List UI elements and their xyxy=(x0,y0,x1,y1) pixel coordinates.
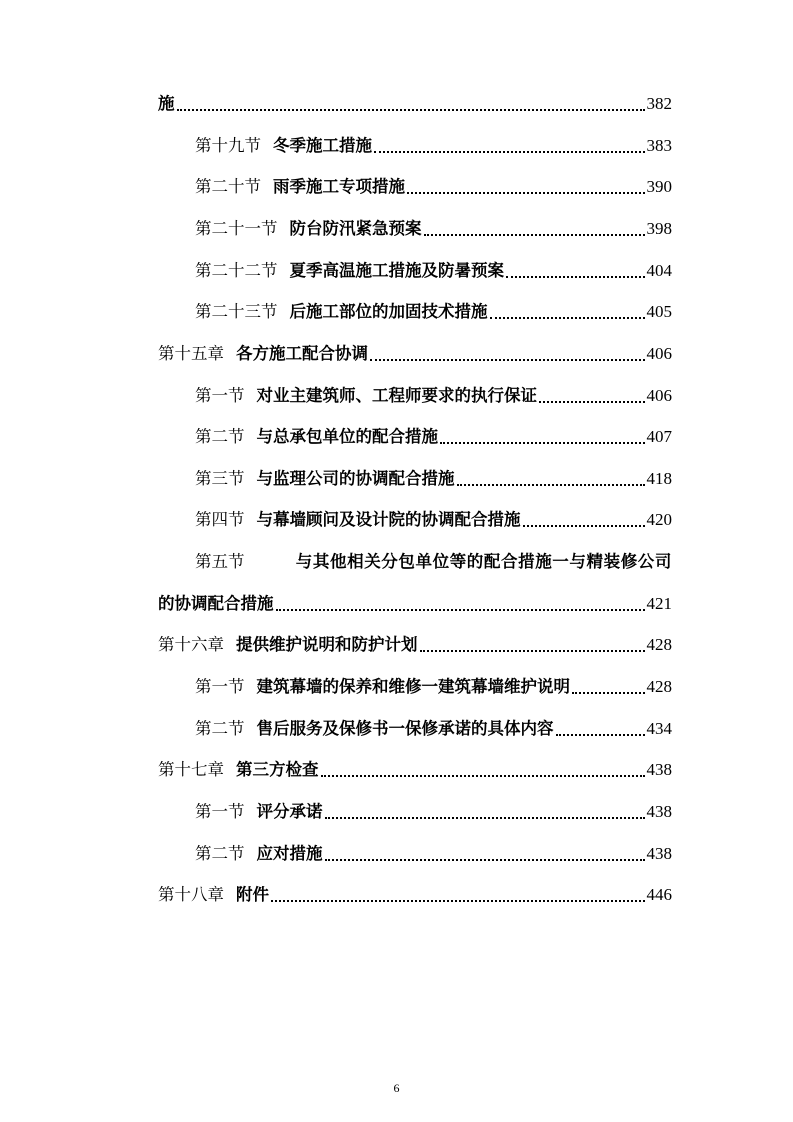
toc-entry-section[interactable] xyxy=(195,130,672,158)
toc-entry-title: 与监理公司的协调配合措施 xyxy=(256,469,455,488)
toc-entry-page: 383 xyxy=(646,136,672,155)
toc-entry-page: 418 xyxy=(646,469,672,488)
toc-entry-page: 420 xyxy=(646,510,672,529)
toc-entry-section[interactable] xyxy=(195,838,672,866)
dot-leader xyxy=(440,441,645,444)
dot-leader xyxy=(457,483,645,486)
dot-leader xyxy=(325,816,645,819)
toc-entry-page: 421 xyxy=(646,594,672,613)
toc-entry-number: 第十八章 xyxy=(158,885,224,904)
toc-entry-page: 406 xyxy=(646,344,672,363)
toc-entry-section[interactable] xyxy=(195,296,672,324)
toc-entry-chapter[interactable] xyxy=(158,879,672,907)
toc-entry-section[interactable] xyxy=(195,421,672,449)
dot-leader xyxy=(271,899,645,902)
page-number: 6 xyxy=(393,1081,400,1095)
toc-entry-title: 各方施工配合协调 xyxy=(236,344,368,363)
toc-entry-number: 第二十一节 xyxy=(195,219,278,238)
toc-entry-title: 应对措施 xyxy=(256,844,323,863)
toc-entry-number: 第一节 xyxy=(195,802,245,821)
toc-entry-page: 382 xyxy=(646,94,672,113)
toc-entry-continuation[interactable] xyxy=(158,588,672,616)
toc-entry-number: 第一节 xyxy=(195,386,245,405)
toc-entry-title: 防台防汛紧急预案 xyxy=(289,219,422,238)
dot-leader xyxy=(506,275,645,278)
toc-entry-title: 建筑幕墙的保养和维修一建筑幕墙维护说明 xyxy=(256,677,570,696)
dot-leader xyxy=(407,191,645,194)
dot-leader xyxy=(321,774,645,777)
toc-entry-page: 404 xyxy=(646,261,672,280)
toc-entry-page: 428 xyxy=(646,635,672,654)
dot-leader xyxy=(424,233,645,236)
toc-entry-section[interactable] xyxy=(195,213,672,241)
toc-entry-page: 405 xyxy=(646,302,672,321)
toc-entry-section[interactable] xyxy=(195,671,672,699)
dot-leader xyxy=(490,316,645,319)
toc-entry-page: 390 xyxy=(646,177,672,196)
toc-entry-page: 428 xyxy=(646,677,672,696)
toc-entry-section[interactable] xyxy=(195,380,672,408)
toc-entry-number: 第十六章 xyxy=(158,635,224,654)
toc-entry-page: 446 xyxy=(646,885,672,904)
toc-entry-page: 398 xyxy=(646,219,672,238)
toc-entry-title: 的协调配合措施 xyxy=(158,594,274,613)
toc-entry-number: 第三节 xyxy=(195,469,245,488)
toc-entry-title: 冬季施工措施 xyxy=(273,136,372,155)
toc-entry-title: 对业主建筑师、工程师要求的执行保证 xyxy=(256,386,537,405)
toc-entry-title: 第三方检查 xyxy=(236,760,319,779)
dot-leader xyxy=(325,858,645,861)
toc-entry-section[interactable] xyxy=(195,546,672,574)
toc-entry-number: 第二节 xyxy=(195,427,245,446)
toc-entry-continuation[interactable] xyxy=(158,88,672,116)
toc-entry-title: 附件 xyxy=(236,885,269,904)
toc-entry-title: 夏季高温施工措施及防暑预案 xyxy=(289,261,504,280)
toc-entry-number: 第二十三节 xyxy=(195,302,278,321)
toc-entry-title: 与幕墙顾问及设计院的协调配合措施 xyxy=(256,510,521,529)
toc-entry-number: 第五节 xyxy=(195,552,245,571)
dot-leader xyxy=(370,358,645,361)
toc-entry-section[interactable] xyxy=(195,171,672,199)
toc-entry-title: 雨季施工专项措施 xyxy=(273,177,405,196)
toc-entry-title: 提供维护说明和防护计划 xyxy=(236,635,418,654)
dot-leader xyxy=(177,108,645,111)
dot-leader xyxy=(420,649,645,652)
toc-entry-section[interactable] xyxy=(195,504,672,532)
toc-entry-number: 第二十二节 xyxy=(195,261,278,280)
toc-entry-title: 与其他相关分包单位等的配合措施一与精装修公司 xyxy=(295,552,672,571)
dot-leader xyxy=(572,691,645,694)
toc-entry-number: 第二十节 xyxy=(195,177,261,196)
toc-entry-page: 406 xyxy=(646,386,672,405)
toc-entry-section[interactable] xyxy=(195,713,672,741)
toc-entry-section[interactable] xyxy=(195,796,672,824)
dot-leader xyxy=(276,608,645,611)
toc-entry-page: 407 xyxy=(646,427,672,446)
toc-entry-section[interactable] xyxy=(195,463,672,491)
dot-leader xyxy=(556,733,645,736)
toc-entry-title: 售后服务及保修书一保修承诺的具体内容 xyxy=(256,719,554,738)
dot-leader xyxy=(523,524,645,527)
toc-entry-title: 后施工部位的加固技术措施 xyxy=(289,302,488,321)
toc-entry-page: 438 xyxy=(646,760,672,779)
toc-entry-title: 施 xyxy=(158,94,175,113)
toc-entry-page: 438 xyxy=(646,844,672,863)
toc-entry-number: 第四节 xyxy=(195,510,245,529)
toc-entry-number: 第十五章 xyxy=(158,344,224,363)
toc-entry-page: 434 xyxy=(646,719,672,738)
toc-entry-chapter[interactable] xyxy=(158,629,672,657)
toc-entry-title: 评分承诺 xyxy=(256,802,323,821)
toc-entry-chapter[interactable] xyxy=(158,338,672,366)
toc-entry-number: 第一节 xyxy=(195,677,245,696)
toc-entry-section[interactable] xyxy=(195,255,672,283)
toc-entry-number: 第二节 xyxy=(195,844,245,863)
toc-entry-number: 第十七章 xyxy=(158,760,224,779)
dot-leader xyxy=(539,400,645,403)
toc-entry-page: 438 xyxy=(646,802,672,821)
toc-entry-number: 第十九节 xyxy=(195,136,261,155)
toc-entry-number: 第二节 xyxy=(195,719,245,738)
toc-entry-chapter[interactable] xyxy=(158,754,672,782)
dot-leader xyxy=(374,150,645,153)
toc-entry-title: 与总承包单位的配合措施 xyxy=(256,427,438,446)
